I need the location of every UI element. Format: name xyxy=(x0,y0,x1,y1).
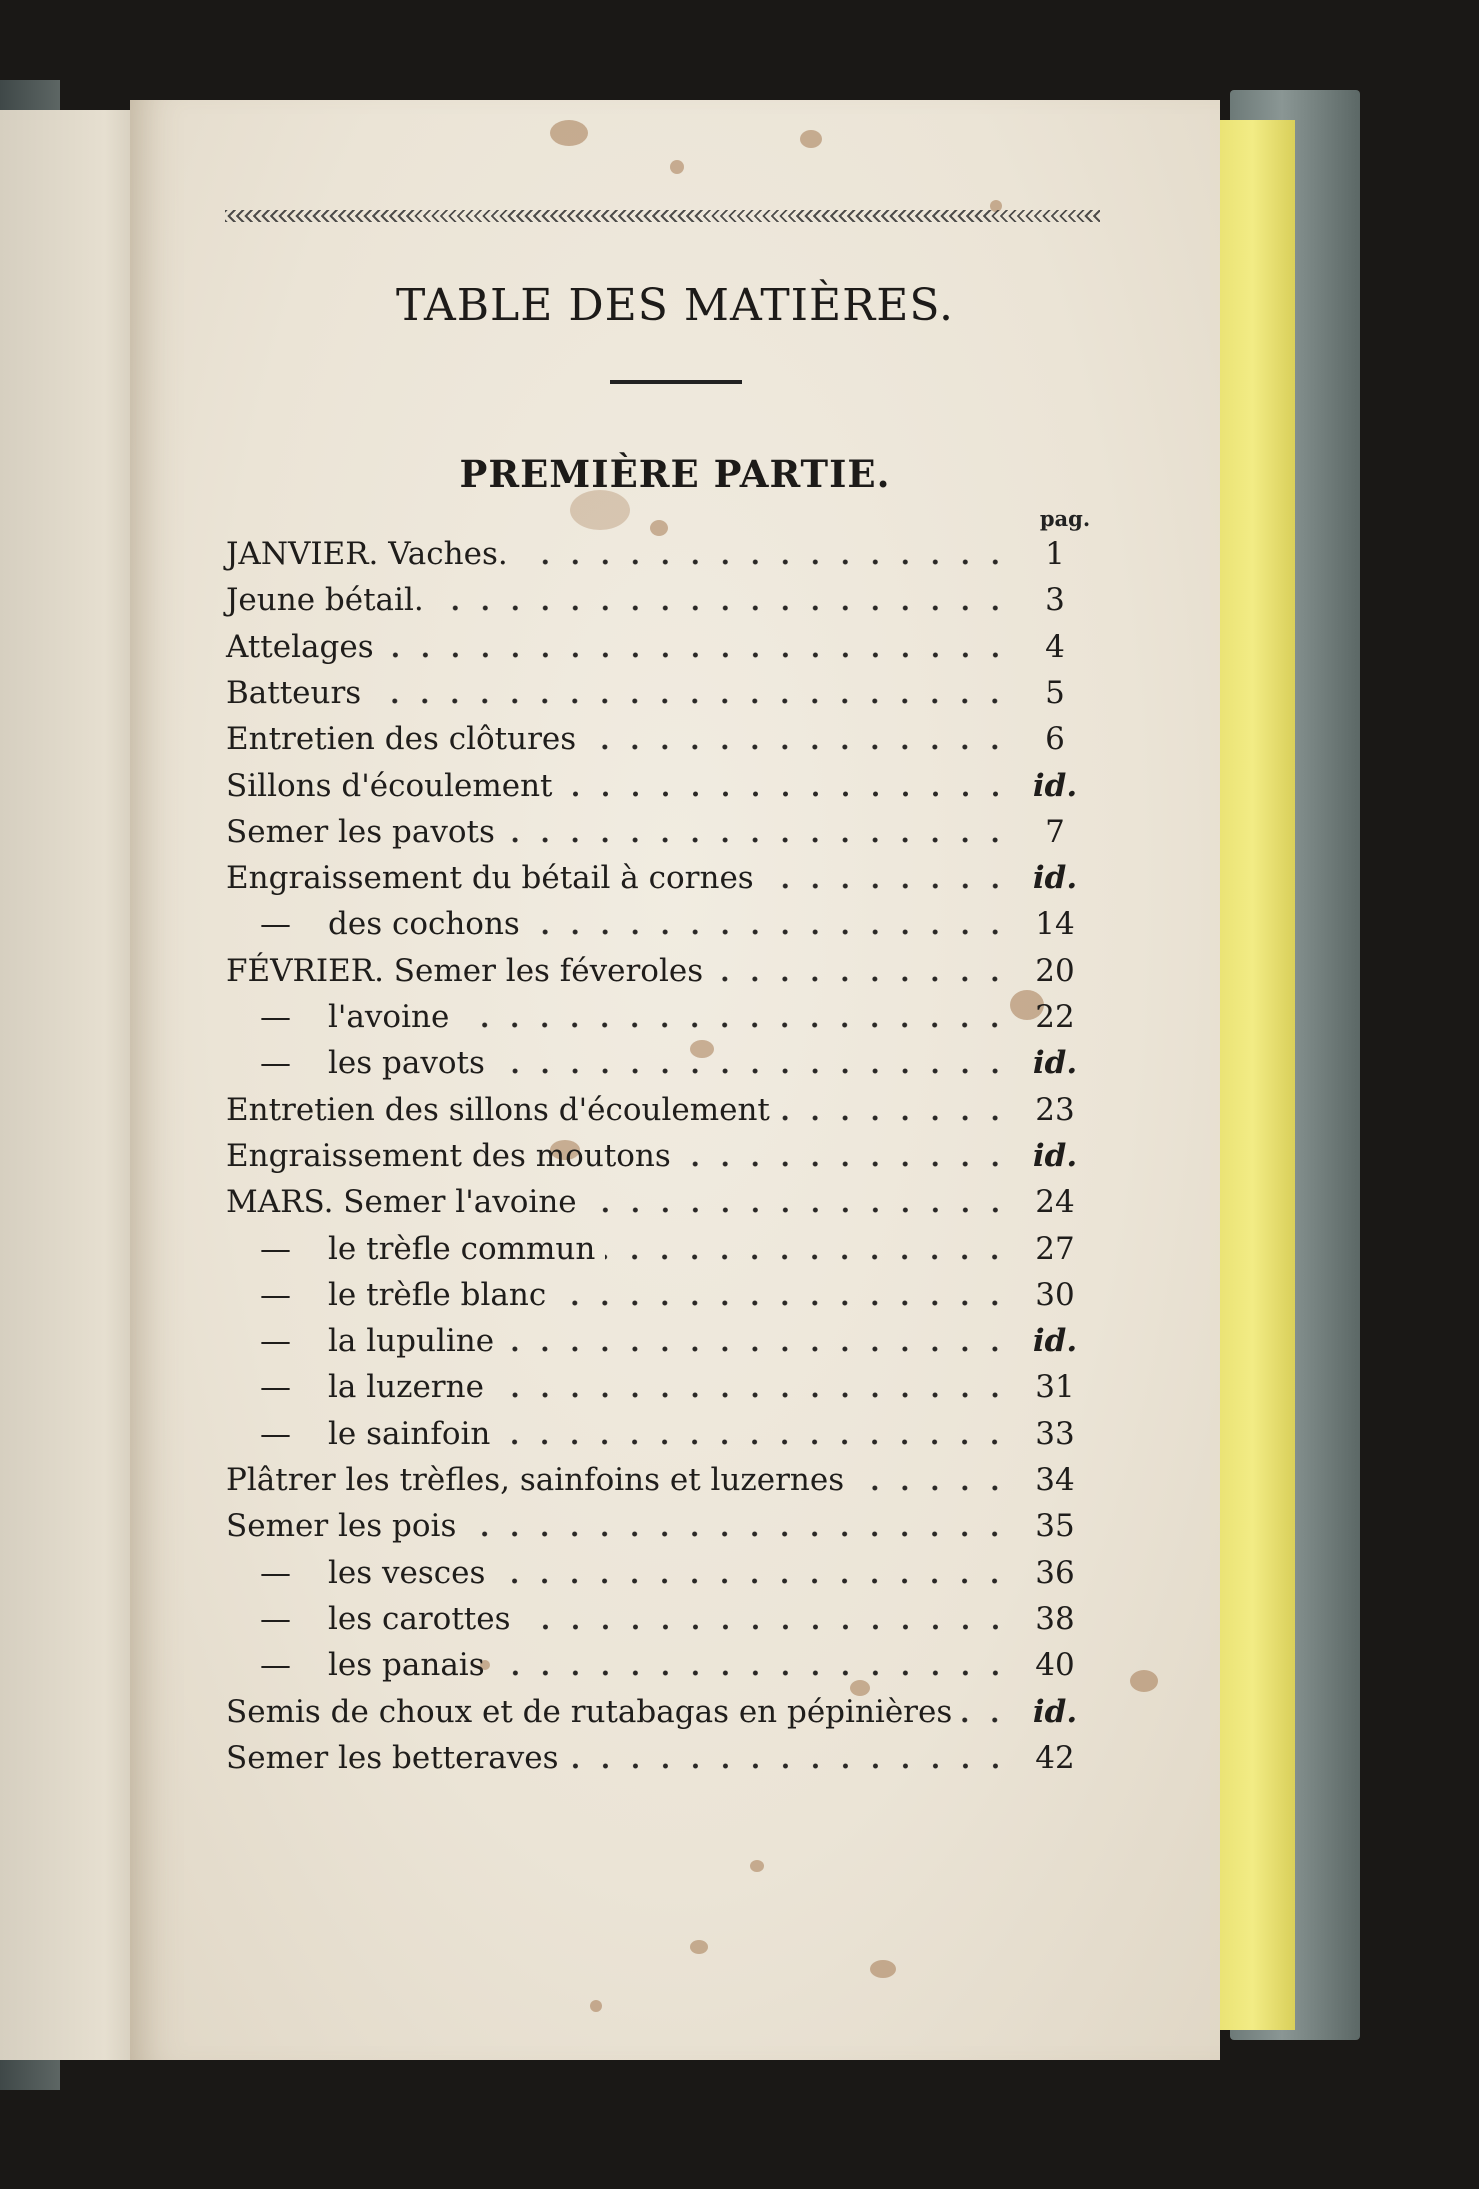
toc-entry-page: 14 xyxy=(1035,906,1075,942)
toc-entry-title: Batteurs xyxy=(226,675,362,711)
dot-leader xyxy=(500,1438,1010,1446)
toc-entry-title: Engraissement des moutons xyxy=(226,1138,671,1174)
toc-entry xyxy=(226,1690,1090,1730)
toc-entry-title: le trèfle blanc xyxy=(328,1277,547,1313)
toc-entry-page: 1 xyxy=(1045,536,1065,572)
toc-entry-title: Engraissement du bétail à cornes xyxy=(226,860,754,896)
toc-entry-title: le sainfoin xyxy=(328,1416,491,1452)
toc-entry xyxy=(226,578,1090,618)
toc-entry-title: MARS. Semer l'avoine xyxy=(226,1184,577,1220)
dot-leader xyxy=(587,1206,1010,1214)
toc-entry-page: 35 xyxy=(1035,1508,1075,1544)
toc-entry-title: JANVIER. Vaches. xyxy=(226,536,508,572)
toc-entry xyxy=(226,532,1090,572)
toc-entry-title: Jeune bétail. xyxy=(226,582,424,618)
toc-entry-title: Semer les pavots xyxy=(226,814,495,850)
toc-entry-dash: — xyxy=(260,999,291,1035)
dot-leader xyxy=(556,1299,1010,1307)
dot-leader xyxy=(854,1484,1010,1492)
toc-entry xyxy=(260,1412,1090,1452)
toc-entry-title: les carottes xyxy=(328,1601,511,1637)
toc-entry-title: la lupuline xyxy=(328,1323,495,1359)
toc-entry-page: 42 xyxy=(1035,1740,1075,1776)
toc-entry-dash: — xyxy=(260,1555,291,1591)
toc-entry-page: 3 xyxy=(1045,582,1065,618)
dot-leader xyxy=(563,790,1011,798)
dot-leader xyxy=(681,1160,1010,1168)
toc-entry xyxy=(260,1273,1090,1313)
dot-leader xyxy=(569,1762,1010,1770)
dot-leader xyxy=(495,1669,1010,1677)
toc-entry-title: FÉVRIER. Semer les féveroles xyxy=(226,953,704,989)
toc-entry-page: 5 xyxy=(1045,675,1065,711)
toc-entry-page: 33 xyxy=(1035,1416,1075,1452)
toc-entry xyxy=(226,810,1090,850)
toc-entry-page: 30 xyxy=(1035,1277,1075,1313)
dot-leader xyxy=(371,697,1010,705)
toc-entry xyxy=(226,625,1090,665)
dot-leader xyxy=(495,1067,1010,1075)
toc-entry xyxy=(226,856,1090,896)
dot-leader xyxy=(494,1391,1010,1399)
toc-entry-title: Entretien des clôtures xyxy=(226,721,577,757)
toc-entry xyxy=(260,1227,1090,1267)
toc-entry-page: 22 xyxy=(1035,999,1075,1035)
toc-entry-page: 40 xyxy=(1035,1647,1075,1683)
toc-entry-title: Semer les pois xyxy=(226,1508,457,1544)
toc-entry-title: Sillons d'écoulement xyxy=(226,768,553,804)
toc-entry xyxy=(226,1134,1090,1174)
decorative-border-ornament xyxy=(225,210,1100,222)
toc-entry-dash: — xyxy=(260,1045,291,1081)
dot-leader xyxy=(764,882,1010,890)
page-title: TABLE DES MATIÈRES. xyxy=(396,280,954,331)
dot-leader xyxy=(466,1530,1010,1538)
toc-entry-title: Semer les betteraves xyxy=(226,1740,559,1776)
dot-leader xyxy=(434,604,1010,612)
toc-entry-title: l'avoine xyxy=(328,999,450,1035)
dot-leader xyxy=(504,1345,1010,1353)
toc-entry xyxy=(226,1458,1090,1498)
dot-leader xyxy=(530,928,1010,936)
toc-entry-title: Semis de choux et de rutabagas en pépinières xyxy=(226,1694,953,1730)
dot-leader xyxy=(459,1021,1010,1029)
dot-leader xyxy=(384,651,1010,659)
dot-leader xyxy=(518,558,1010,566)
section-title: PREMIÈRE PARTIE. xyxy=(459,452,891,496)
toc-entry xyxy=(226,764,1090,804)
toc-entry-page: 7 xyxy=(1045,814,1065,850)
toc-entry xyxy=(226,1736,1090,1776)
dot-leader xyxy=(521,1623,1010,1631)
dot-leader xyxy=(962,1716,1010,1724)
toc-entry-page: 6 xyxy=(1045,721,1065,757)
dot-leader xyxy=(495,1577,1010,1585)
toc-entry-page: id. xyxy=(1032,1694,1078,1730)
dot-leader xyxy=(713,975,1010,983)
toc-entry-page: id. xyxy=(1032,860,1078,896)
toc-entry-title: Entretien des sillons d'écoulement xyxy=(226,1092,770,1128)
toc-entry-page: 24 xyxy=(1035,1184,1075,1220)
toc-entry-dash: — xyxy=(260,906,291,942)
toc-entry-page: 27 xyxy=(1035,1231,1075,1267)
toc-entry xyxy=(260,1319,1090,1359)
toc-entry-page: 34 xyxy=(1035,1462,1075,1498)
toc-entry-dash: — xyxy=(260,1647,291,1683)
toc-entry-title: les panais xyxy=(328,1647,485,1683)
toc-entry-page: id. xyxy=(1032,768,1078,804)
dot-leader xyxy=(605,1253,1010,1261)
dot-leader xyxy=(586,743,1010,751)
toc-entry xyxy=(260,1041,1090,1081)
toc-entry-dash: — xyxy=(260,1231,291,1267)
toc-entry-title: le trèfle commun xyxy=(328,1231,596,1267)
toc-entry xyxy=(260,1551,1090,1591)
toc-entry-title: les vesces xyxy=(328,1555,486,1591)
toc-entry-page: 4 xyxy=(1045,629,1065,665)
toc-entry xyxy=(260,902,1090,942)
toc-entry-dash: — xyxy=(260,1601,291,1637)
toc-entry xyxy=(260,1643,1090,1683)
toc-entry-title: Attelages xyxy=(226,629,374,665)
toc-entry xyxy=(226,717,1090,757)
toc-entry xyxy=(226,1088,1090,1128)
toc-entry-title: Plâtrer les trèfles, sainfoins et luzernes xyxy=(226,1462,845,1498)
toc-entry-title: la luzerne xyxy=(328,1369,484,1405)
toc-entry-page: 36 xyxy=(1035,1555,1075,1591)
toc-entry xyxy=(260,1365,1090,1405)
toc-entry-dash: — xyxy=(260,1277,291,1313)
toc-entry-page: id. xyxy=(1032,1323,1078,1359)
toc-entry-page: id. xyxy=(1032,1045,1078,1081)
dot-leader xyxy=(780,1114,1010,1122)
toc-entry-page: id. xyxy=(1032,1138,1078,1174)
toc-entry xyxy=(260,1597,1090,1637)
toc-entry-title: des cochons xyxy=(328,906,520,942)
toc-entry-page: 38 xyxy=(1035,1601,1075,1637)
title-rule xyxy=(610,380,742,384)
toc-entry-page: 20 xyxy=(1035,953,1075,989)
dot-leader xyxy=(505,836,1010,844)
toc-entry xyxy=(226,1504,1090,1544)
toc-entry xyxy=(226,671,1090,711)
toc-entry xyxy=(226,949,1090,989)
toc-entry-page: 31 xyxy=(1035,1369,1075,1405)
page-column-label: pag. xyxy=(1039,506,1091,531)
toc-entry-title: les pavots xyxy=(328,1045,485,1081)
toc-entry-page: 23 xyxy=(1035,1092,1075,1128)
gilt-page-edge xyxy=(1210,120,1295,2030)
toc-entry-dash: — xyxy=(260,1416,291,1452)
toc-entry xyxy=(226,1180,1090,1220)
facing-page-edge xyxy=(0,110,150,2060)
toc-entry-dash: — xyxy=(260,1369,291,1405)
toc-entry-dash: — xyxy=(260,1323,291,1359)
toc-entry xyxy=(260,995,1090,1035)
